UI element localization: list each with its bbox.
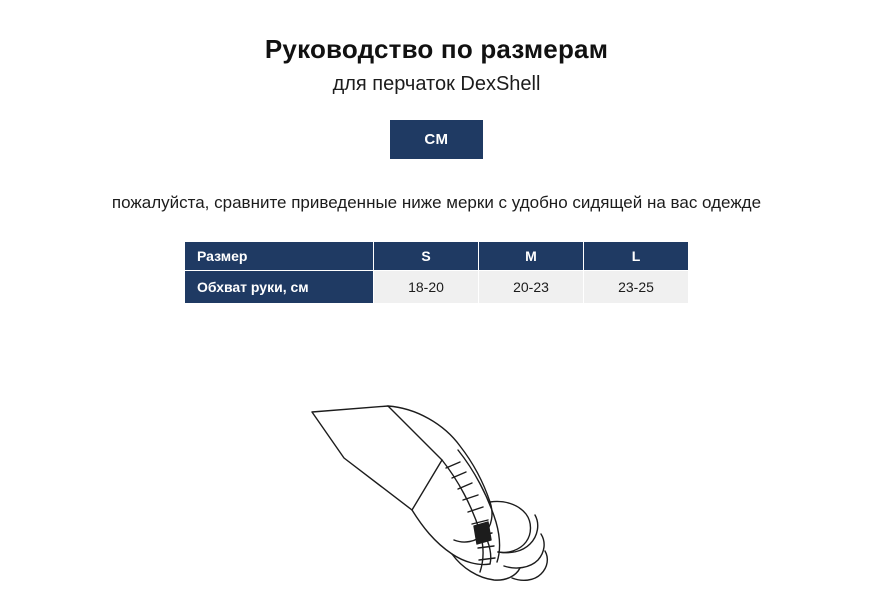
- row-label-hand-circumference: Обхват руки, см: [185, 271, 374, 304]
- table-row: [185, 271, 689, 304]
- size-table: [184, 241, 689, 304]
- column-header-l: L: [584, 242, 689, 271]
- column-header-s: S: [374, 242, 479, 271]
- page-subtitle: для перчаток DexShell: [332, 73, 541, 95]
- cell-hand-circumference-s: 18-20: [374, 271, 479, 304]
- page-title: Руководство по размерам: [264, 34, 609, 64]
- measurement-instruction: пожалуйста, сравните приведенные ниже мерки с удобно сидящей на вас одежде: [111, 193, 762, 212]
- size-table-head: [185, 242, 689, 271]
- size-table-wrap: [184, 241, 689, 304]
- unit-toggle-group: [390, 120, 482, 159]
- column-header-size: Размер: [185, 242, 374, 271]
- table-header-row: [185, 242, 689, 271]
- unit-tab-cm[interactable]: СМ: [390, 120, 482, 159]
- cell-hand-circumference-l: 23-25: [584, 271, 689, 304]
- column-header-m: M: [479, 242, 584, 271]
- size-table-body: [185, 271, 689, 304]
- hand-illustration-svg: [292, 402, 582, 597]
- cell-hand-circumference-m: 20-23: [479, 271, 584, 304]
- hand-measuring-tape-illustration: [0, 402, 873, 597]
